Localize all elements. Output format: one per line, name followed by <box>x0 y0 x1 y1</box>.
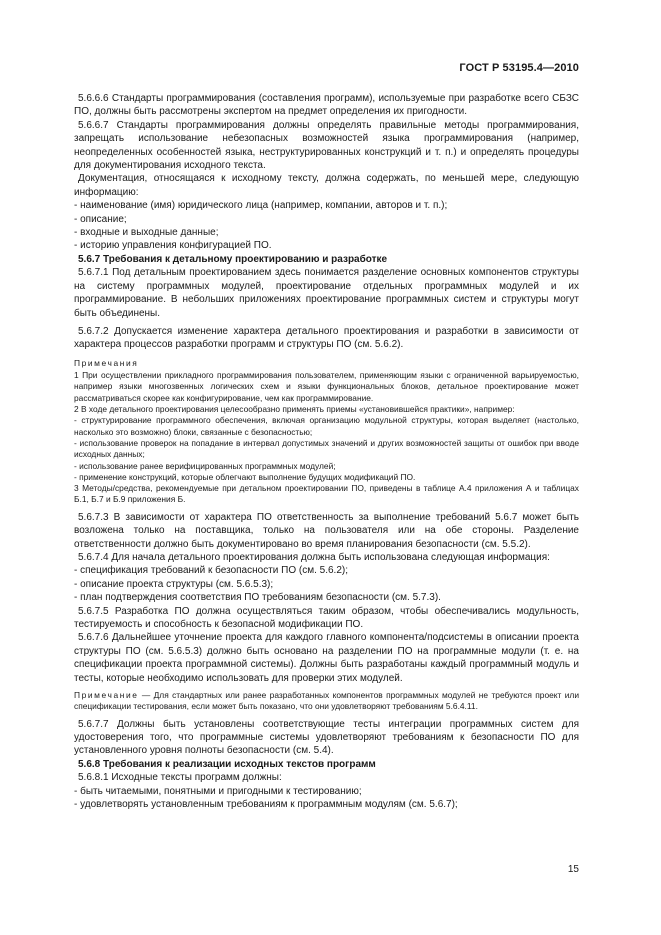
note-text: — Для стандартных или ранее разработанных компонентов программных модулей не требуются проект или спецификации тестирования, если может быть показано, что они удовлетворяют требованиям 5.6.4.11. <box>74 689 579 712</box>
paragraph-5-6-7-5: 5.6.7.5 Разработка ПО должна осуществляться таким образом, чтобы обеспечивались модульность, тестируемость и способность к безопасной модификации ПО. <box>74 605 579 630</box>
section-heading-5-6-7: 5.6.7 Требования к детальному проектированию и разработке <box>78 253 388 265</box>
paragraph-5-6-6-7: 5.6.6.7 Стандарты программирования должны определять правильные методы программирования, запрещать использование небезопасных возможностей языка программирования (например, неопределенных особенностей языка, неструктурированных конструкций и т. п.) и определять процедуры для документирования исходного текста. <box>74 119 579 172</box>
notes-heading: Примечания <box>74 357 139 368</box>
note-paragraph <box>74 690 579 713</box>
note-list-item: - применение конструкций, которые облегчают выполнение будущих модификаций ПО. <box>74 471 416 482</box>
note-item: 2 В ходе детального проектирования целесообразно применять приемы «установившейся практики», например: <box>74 404 515 415</box>
list-item: - входные и выходные данные; <box>74 227 219 239</box>
paragraph-5-6-7-7: 5.6.7.7 Должны быть установлены соответствующие тесты интеграции программных систем для удостоверения того, что программные системы удовлетворяют требованиям к безопасности ПО для установленного уровня полноты безопасности (см. 5.4). <box>74 718 579 757</box>
paragraph-5-6-7-4: 5.6.7.4 Для начала детального проектирования должна быть использована следующая информация: <box>78 551 550 563</box>
list-item: - план подтверждения соответствия ПО требованиям безопасности (см. 5.7.3). <box>74 592 441 604</box>
paragraph-5-6-7-3: 5.6.7.3 В зависимости от характера ПО ответственность за выполнение требований 5.6.7 может быть возложена только на поставщика, только на пользователя или на обе стороны. Разделение ответственности должно быть документировано во время планирования безопасности (см. 5.5.2). <box>74 511 579 550</box>
note-label: Примечание <box>74 689 139 700</box>
note-list-item: - структурирование программного обеспечения, включая организацию модульной структуры, которая выделяет (настолько, насколько это возможно) блоки, связанные с безопасностью; <box>74 415 579 437</box>
list-item: - описание проекта структуры (см. 5.6.5.3); <box>74 578 274 590</box>
paragraph-documentation-intro: Документация, относящаяся к исходному тексту, должна содержать, по меньшей мере, следующую информацию: <box>74 173 579 198</box>
standard-code-header: ГОСТ Р 53195.4—2010 <box>459 62 579 74</box>
paragraph-5-6-8-1: 5.6.8.1 Исходные тексты программ должны: <box>78 772 282 784</box>
document-body <box>74 92 579 811</box>
section-heading-5-6-8: 5.6.8 Требования к реализации исходных текстов программ <box>78 758 376 770</box>
list-item: - удовлетворять установленным требованиям к программным модулям (см. 5.6.7); <box>74 799 458 810</box>
note-list-item: - использование ранее верифицированных программных модулей; <box>74 460 336 471</box>
list-item: - наименование (имя) юридического лица (например, компании, авторов и т. п.); <box>74 200 448 212</box>
list-item: - историю управления конфигурацией ПО. <box>74 240 272 252</box>
note-item: 3 Методы/средства, рекомендуемые при детальном проектировании ПО, приведены в таблице А.4 приложения А и таблицах Б.1, Б.7 и Б.9 приложения Б. <box>74 483 579 505</box>
paragraph-5-6-7-6: 5.6.7.6 Дальнейшее уточнение проекта для каждого главного компонента/подсистемы в описании проекта структуры ПО (см. 5.6.5.3) должно быть основано на разделении ПО на программные модули (т. е. на спецификации проекта программной системы). Должны быть разработаны каждый программный модуль и тесты, которые необходимо использовать для проверки этих модулей. <box>74 632 579 684</box>
note-list-item: - использование проверок на попадание в интервал допустимых значений и других возможностей защиты от ошибок при вводе исходных данных; <box>74 437 579 460</box>
paragraph-5-6-6-6: 5.6.6.6 Стандарты программирования (составления программ), используемые при разработке всего СБЗС ПО, должны быть рассмотрены экспертом на предмет определения их пригодности. <box>74 93 579 118</box>
list-item: - описание; <box>74 213 127 225</box>
page-number: 15 <box>567 864 579 875</box>
list-item: - быть читаемыми, понятными и пригодными к тестированию; <box>74 785 362 797</box>
note-item: 1 При осуществлении прикладного программирования пользователем, применяющим языки с ограниченной варьируемостью, например языки многозвенных логических схем и языки функциональных блоков, детальное проектирование может рассматриваться скорее как конфигурирование, чем как программирование. <box>74 370 579 403</box>
paragraph-5-6-7-1: 5.6.7.1 Под детальным проектированием здесь понимается разделение основных компонентов структуры на систему программных модулей, проектирование отдельных программных модулей и их программирование. В небольших приложениях проектирование программных систем и структуры могут быть объединены. <box>74 267 579 319</box>
paragraph-5-6-7-2: 5.6.7.2 Допускается изменение характера детального проектирования и разработки в зависимости от характера процессов разработки программ и структуры ПО (см. 5.6.2). <box>74 325 579 351</box>
list-item: - спецификация требований к безопасности ПО (см. 5.6.2); <box>74 565 348 577</box>
